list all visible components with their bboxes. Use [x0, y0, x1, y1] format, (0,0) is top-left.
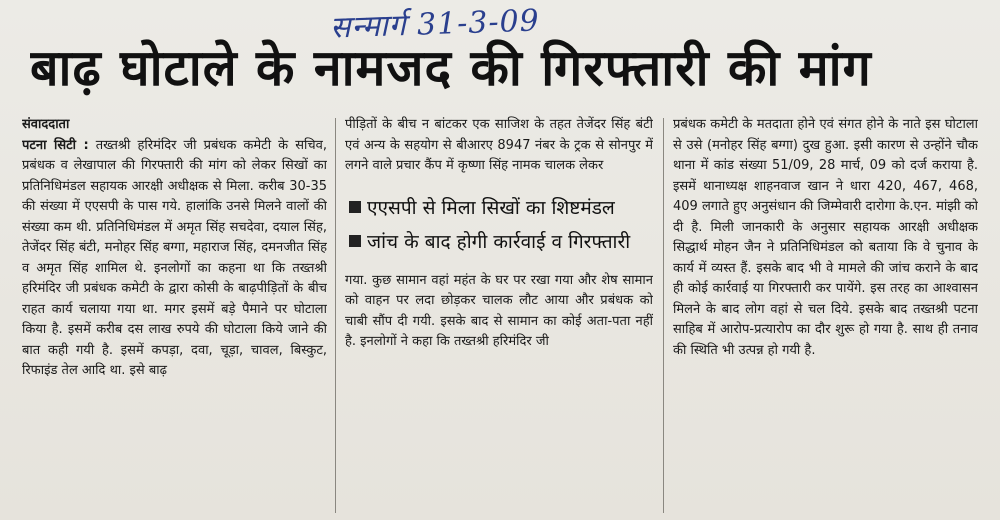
highlight-item: जांच के बाद होगी कार्रवाई व गिरफ्तारी: [349, 225, 653, 259]
headline: बाढ़ घोटाले के नामजद की गिरफ्तारी की मांग: [30, 39, 872, 97]
column-2-bottom-text: गया. कुछ सामान वहां महंत के घर पर रखा गया और शेष सामान को वाहन पर लदा छोड़कर चालक लौट आया और प्रबंधक को चाबी सौंप दी गयी. इसके बाद से सामान का कोई अता-पता नहीं है. इनलोगों ने कहा कि तख्तश्री हरिमंदिर जी: [345, 272, 653, 349]
column-1-text: तख्तश्री हरिमंदिर जी प्रबंधक कमेटी के सचिव, प्रबंधक व लेखापाल की गिरफ्तारी की मांग को लेकर सिखों का प्रतिनिधिमंडल सहायक आरक्षी अधीक्षक से मिला. करीब 30-35 की संख्या में एएसपी के पास गये. हालांकि उनसे मिलने वालों की संख्या कम थी. प्रतिनिधिमंडल में अमृत सिंह सचदेवा, दयाल सिंह, तेजेंदर सिंह बंटी, मनोहर सिंह बग्गा, महाराज सिंह, दमनजीत सिंह व अमृत सिंह शामिल थे. इनलोगों का कहना था कि तख्तश्री हरिमंदिर जी प्रबंधक कमेटी के द्वारा कोसी के बाढ़पीड़ितों के बीच राहत कार्य चलाया गया था. मगर इसमें बड़े पैमाने पर घोटाला किया है. इसमें करीब दस लाख रुपये की घोटाला किये जाने की बात कही गयी है. इसमें कपड़ा, दवा, चूड़ा, चावल, बिस्कुट, रिफाइंड तेल आदि था. इसे बाढ़: [22, 137, 327, 378]
column-1-body: [22, 136, 327, 382]
handwritten-note: सन्मार्ग 31-3-09: [329, 3, 541, 46]
column-2: [345, 115, 653, 520]
bullet-square-icon: [349, 235, 361, 247]
column-3-text: प्रबंधक कमेटी के मतदाता होने एवं संगत होने के नाते इस घोटाला से उसे (मनोहर सिंह बग्गा) दुख हुआ. इसी कारण से उन्होंने चौक थाना में कांड संख्या 51/09, 28 मार्च, 09 को दर्ज कराया है. इसमें थानाध्यक्ष शाहनवाज खान ने धारा 420, 467, 468, 409 लगाते हुए अनुसंधान की जिम्मेवारी दारोगा के.एन. मांझी को दी है. मिली जानकारी के अनुसार सहायक आरक्षी अधीक्षक सिद्धार्थ मोहन जैन ने प्रतिनिधिमंडल को बताया कि वे चुनाव के कार्य में व्यस्त हैं. इसके बाद भी वे मामले की जांच कराने के बाद ही कोई कार्रवाई या गिरफ्तारी कर पायेंगे. इस तरह का आश्वासन मिलने के बाद लोग वहां से चल दिये. इसके बाद तख्तश्री पटना साहिब में आरोप-प्रत्यारोप का दौर शुरू हो गया है. साथ ही तनाव की स्थिति भी उत्पन्न हो गयी है.: [673, 117, 978, 358]
dateline: पटना सिटी :: [22, 137, 89, 153]
bullet-square-icon: [349, 201, 361, 213]
highlight-box: [349, 191, 653, 259]
column-2-top-text: पीड़ितों के बीच न बांटकर एक साजिश के तहत तेजेंदर सिंह बंटी एवं अन्य के सहयोग से बीआरए 8947 नंबर के ट्रक से सोनपुर में लगने वाले प्रचार कैंप में कृष्णा सिंह नामक चालक लेकर: [345, 117, 653, 173]
column-divider: [663, 118, 664, 513]
column-3: [673, 115, 978, 520]
column-1: [22, 115, 327, 520]
column-divider: [335, 118, 336, 513]
byline: संवाददाता: [22, 117, 70, 132]
highlight-item: एएसपी से मिला सिखों का शिष्टमंडल: [349, 191, 653, 225]
